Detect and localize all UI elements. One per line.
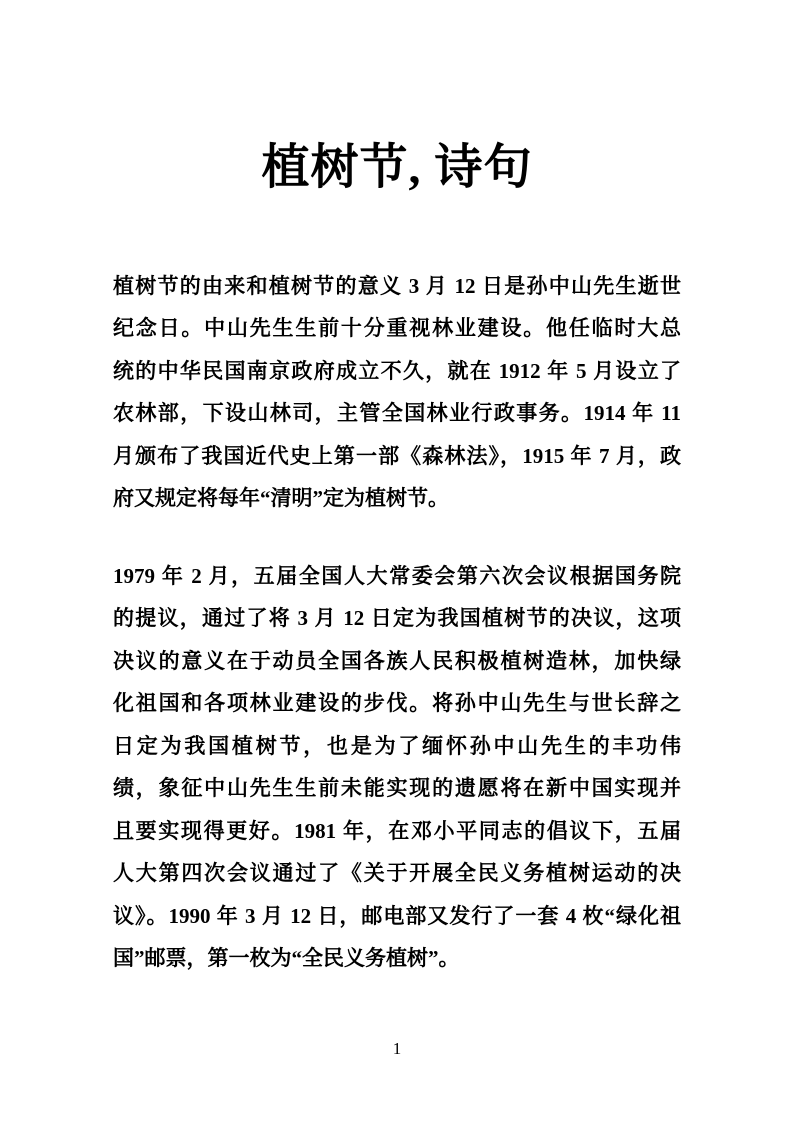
text-line: 月颁布了我国近代史上第一部《森林法》，1915 年 7 月，政 [113,443,681,468]
text-line: 绩，象征中山先生生前未能实现的遗愿将在新中国实现并 [113,776,681,801]
paragraph [113,265,681,520]
text-line: 府又规定将每年“清明”定为植树节。 [113,486,449,511]
text-line: 人大第四次会议通过了《关于开展全民义务植树运动的决 [113,861,681,886]
text-line: 日定为我国植树节，也是为了缅怀孙中山先生的丰功伟 [113,733,681,758]
document-title: 植树节, 诗句 [261,141,533,194]
text-line: 国”邮票，第一枚为“全民义务植树”。 [113,946,460,971]
text-line: 纪念日。中山先生生前十分重视林业建设。他任临时大总 [113,316,681,341]
text-line: 农林部，下设山林司，主管全国林业行政事务。1914 年 11 [113,401,681,426]
text-line: 统的中华民国南京政府成立不久，就在 1912 年 5 月设立了 [113,358,681,383]
paragraph [113,555,681,980]
text-line: 1979 年 2 月，五届全国人大常委会第六次会议根据国务院 [113,563,681,588]
page-number: 1 [392,1039,402,1058]
text-line: 化祖国和各项林业建设的步伐。将孙中山先生与世长辞之 [113,691,681,716]
text-line: 植树节的由来和植树节的意义 3 月 12 日是孙中山先生逝世 [113,273,681,298]
text-line: 议》。1990 年 3 月 12 日，邮电部又发行了一套 4 枚“绿化祖 [113,903,681,928]
document-body [113,265,681,980]
text-line: 决议的意义在于动员全国各族人民积极植树造林，加快绿 [113,648,681,673]
text-line: 且要实现得更好。1981 年，在邓小平同志的倡议下，五届 [113,818,681,843]
text-line: 的提议，通过了将 3 月 12 日定为我国植树节的决议，这项 [113,606,681,631]
